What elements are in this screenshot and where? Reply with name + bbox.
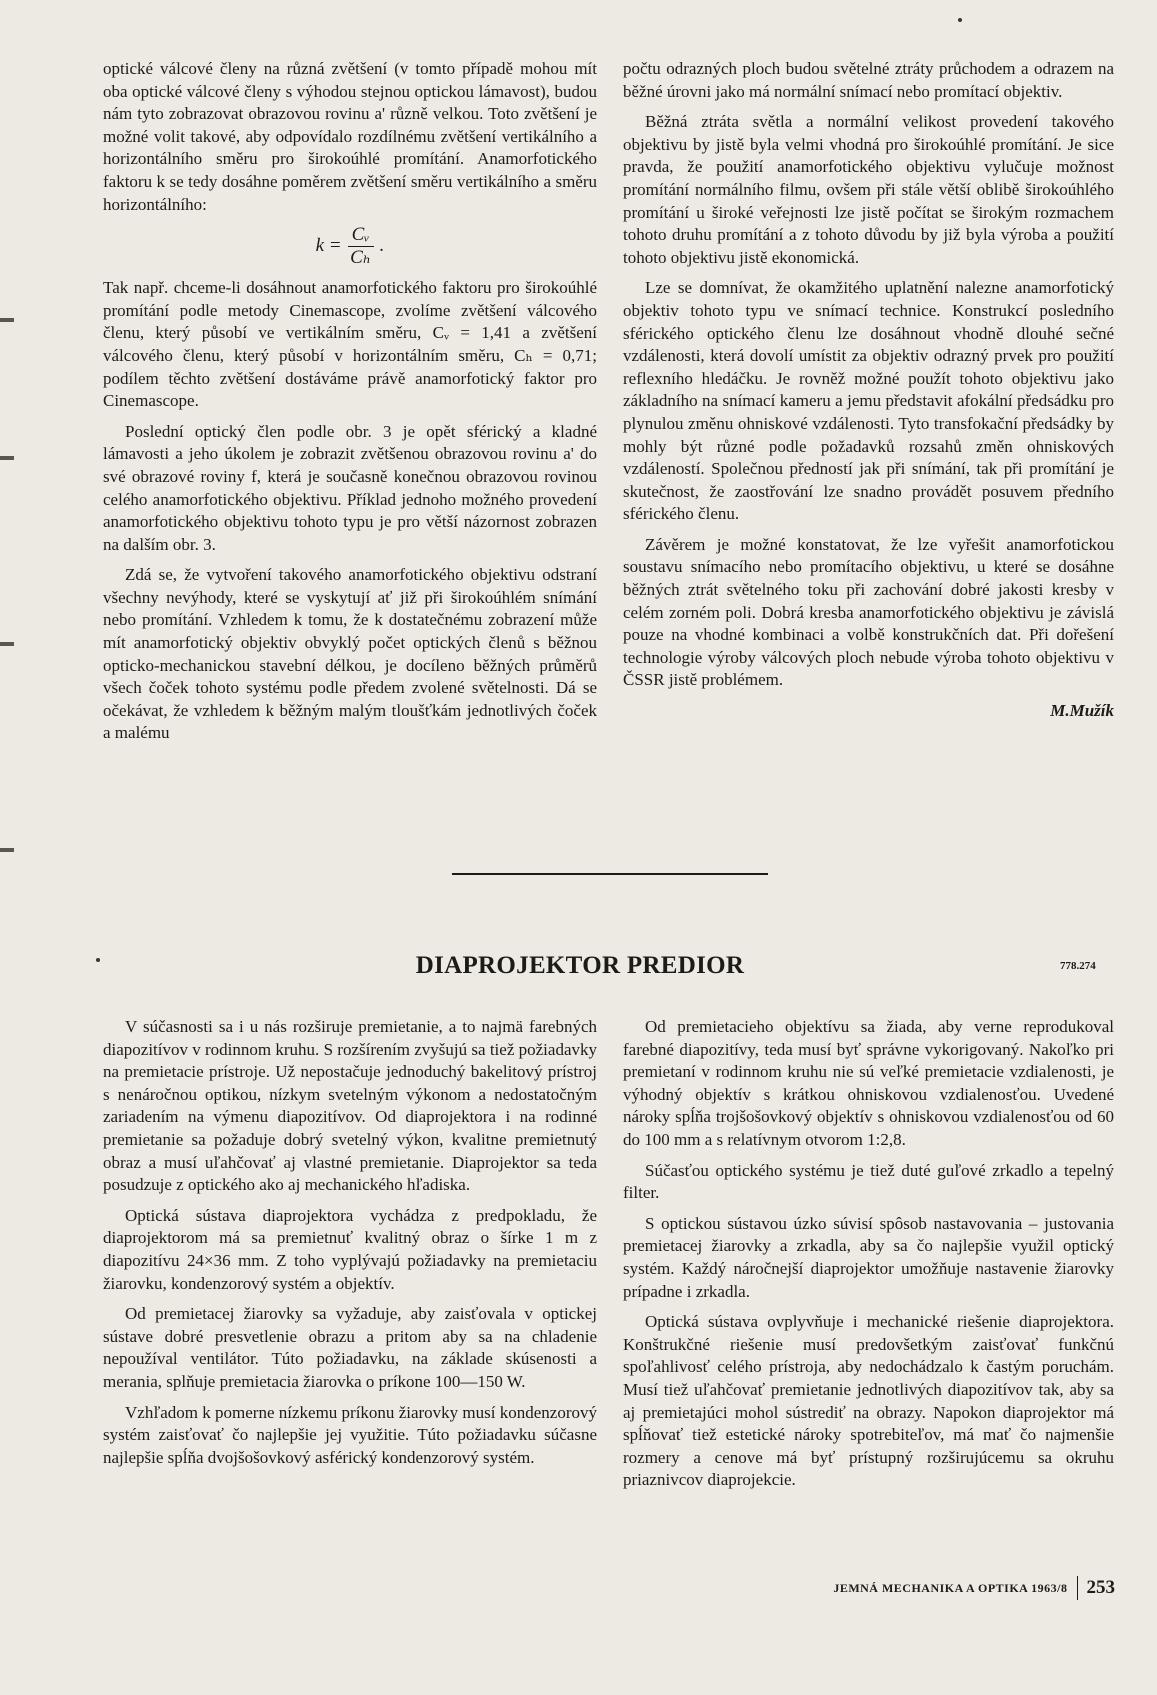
equation-end: .	[379, 235, 385, 257]
paragraph: S optickou sústavou úzko súvisí spôsob nastavovania – justovania premietacej žiarovky a zrkadla, aby sa čo najlepšie využil optický systém. Každý náročnejší diaprojektor umožňuje nastavenie žiarovky prípadne i zrkadla.	[623, 1213, 1114, 1301]
paragraph: počtu odrazných ploch budou světelné ztráty průchodem a odrazem na běžné úrovni jako má normální snímací nebo promítací objektiv.	[623, 59, 1114, 101]
paragraph: Tak např. chceme-li dosáhnout anamorfotického faktoru pro širokoúhlé promítání podle metody Cinemascope, zvolíme zvětšení válcového členu, který působí ve vertikálním směru, Cᵥ = 1,41 a zvětšení válcového členu, který působí v horizontálním směru, Cₕ = 0,71; podílem těchto zvětšení dostáváme právě anamorfotický faktor pro Cinemascope.	[103, 278, 597, 411]
footer-separator	[1077, 1576, 1078, 1600]
paragraph: Poslední optický člen podle obr. 3 je opět sférický a kladné lámavosti a jeho úkolem je zobrazit zvětšenou obrazovou rovinu a' do své obrazové roviny f, která je současně konečnou obrazovou rovinou celého anamorfotického objektivu. Příklad jednoho možného provedení anamorfotického objektivu tohoto typu je pro větší názornost zobrazen na dalším obr. 3.	[103, 421, 597, 554]
page-number: 253	[1086, 1577, 1115, 1598]
classification-code: 778.274	[1060, 960, 1096, 972]
scan-dot	[96, 958, 100, 962]
fraction	[348, 224, 374, 269]
paragraph: Od premietacej žiarovky sa vyžaduje, aby zaisťovala v optickej sústave dobré presvetlenie obrazu a pritom aby sa na chladenie nepoužíval ventilátor. Túto požiadavku, na základe skúsenosti a merania, splňuje premietacia žiarovka o príkone 100—150 W.	[103, 1304, 597, 1391]
paragraph: Lze se domnívat, že okamžitého uplatnění nalezne anamorfotický objektiv tohoto typu ve snímací technice. Konstrukcí posledního sférického optického členu lze dosáhnout vhodně dlouhé sečné vzdálenosti, která dovolí umístit za objektiv odrazný prvek pro použití reflexního hledáčku. Je rovněž možné použít tohoto objektivu jako základního na snímací kameru a jemu představit afokální předsádku pro plynulou změnu ohniskové vzdálenosti. Tyto transfokační předsádky by mohly být různé podle požadavků rozsahů změn ohniskových vzdáleností. Společnou předností jak při snímání, tak při promítání je skutečnost, že zaostřování lze snadno provádět posuvem předního sférického členu.	[623, 278, 1114, 524]
scan-edge-mark	[0, 848, 14, 852]
equation-lhs: k =	[315, 235, 342, 257]
paragraph: Optická sústava diaprojektora vychádza z predpokladu, že diaprojektorom má sa premietnuť kvalitný obraz o šírke 1 m z diapozitívu 24×36 mm. Z toho vyplývajú požiadavky na premietaciu žiarovku, kondenzorový systém a objektív.	[103, 1205, 597, 1293]
scan-edge-mark	[0, 642, 14, 646]
paragraph: Súčasťou optického systému je tiež duté guľové zrkadlo a tepelný filter.	[623, 1160, 1114, 1203]
page-footer	[780, 1576, 1115, 1600]
paragraph: Běžná ztráta světla a normální velikost provedení takového objektivu by jistě byla velmi vhodná pro širokoúhlé promítání. Je sice pravda, že použití anamorfotického objektivu vylučuje možnost promítání normálního filmu, ovšem při stále větší oblibě širokoúhlého promítání u široké veřejnosti lze jistě počítat se širokým rozmachem tohoto druhu promítání a z tohoto důvodu by již byla výroba a použití tohoto objektivu jistě ekonomická.	[623, 112, 1114, 267]
article-title: DIAPROJEKTOR PREDIOR	[415, 952, 745, 979]
paragraph: optické válcové členy na různá zvětšení (v tomto případě mohou mít oba optické válcové členy s výhodou stejnou optickou lámavost), budou nám tyto zobrazovat obrazovou rovinu a' různě velkou. Toto zvětšení je možné volit takové, aby odpovídalo rozdílnému zvětšení vertikálního a horizontálního směru pro širokoúhlé promítání. Anamorfotického faktoru k se tedy dosáhne poměrem zvětšení směru vertikálního a směru horizontálního:	[103, 59, 597, 214]
article1-column-left	[103, 58, 597, 753]
journal-name: JEMNÁ MECHANIKA A OPTIKA 1963/8	[833, 1580, 1068, 1595]
article1-column-right	[623, 58, 1114, 723]
paragraph: Od premietacieho objektívu sa žiada, aby verne reprodukoval farebné diapozitívy, teda musí byť správne vykorigovaný. Nakoľko pri premietaní v rodinnom kruhu nie sú veľké premietacie vzdialenosti, je výhodný objektív s krátkou ohniskovou vzdialenosťou. Uvedené nároky spĺňa trojšošovkový objektív s ohniskovou vzdialenosťou od 60 do 100 mm a s relatívnym otvorom 1:2,8.	[623, 1017, 1114, 1149]
scan-edge-mark	[0, 318, 14, 322]
paragraph: V súčasnosti sa i u nás rozširuje premietanie, a to najmä farebných diapozitívov v rodinnom kruhu. S rozšírením zvyšujú sa tiež požiadavky na premietacie prístroje. Už nepostačuje jednoduchý bakelitový prístroj s nenáročnou optikou, nízkym svetelným výkonom a nedostatočným zariadením na výmenu diapozitívov. Od diaprojektora i na rodinné premietanie sa požaduje dobrý svetelný výkon, kvalitne premietnutý obraz a musí uľahčovať aj vlastné premietanie. Diaprojektor sa teda posudzuje z optického ako aj mechanického hľadiska.	[103, 1017, 597, 1195]
paragraph: Závěrem je možné konstatovat, že lze vyřešit anamorfotickou soustavu snímacího nebo promítacího objektivu, u které se dosáhne běžných ztrát světelného toku při zachování dobré jakosti kresby v celém zorném poli. Dobrá kresba anamorfotického objektivu je závislá pouze na vhodné kombinaci a volbě konstrukčních dat. Při dořešení technologie výroby válcových ploch nebude výroba tohoto objektivu v ČSSR jistě problémem.	[623, 534, 1114, 690]
equation	[103, 224, 597, 269]
scan-edge-mark	[0, 456, 14, 460]
section-divider	[452, 873, 768, 875]
fraction-denominator: Cₕ	[350, 247, 372, 269]
author-signature: M.Mužík	[1050, 701, 1114, 721]
paragraph: Optická sústava ovplyvňuje i mechanické riešenie diaprojektora. Konštrukčné riešenie musí predovšetkým zaisťovať funkčnú spoľahlivosť celého prístroja, aby nedochádzalo k častým poruchám. Musí tiež uľahčovať premietanie jednotlivých diapozitívov tak, aby sa aj premietajúci mohol sústrediť na obrazy. Napokon diaprojektor má spĺňovať tiež estetické nároky spotrebiteľov, má mať čo najmenšie rozmery a cenove má byť prístupný rozširujúcemu sa okruhu priaznivcov diaprojekcie.	[623, 1312, 1114, 1490]
fraction-numerator: Cᵥ	[348, 224, 374, 247]
scan-dot	[958, 18, 962, 22]
article2-column-right	[623, 1016, 1114, 1500]
paragraph: Vzhľadom k pomerne nízkemu príkonu žiarovky musí kondenzorový systém zaisťovať čo najlepšie jej využitie. Túto požiadavku súčasne najlepšie spĺňa dvojšošovkový asférický kondenzorový systém.	[103, 1402, 597, 1467]
article2-column-left	[103, 1016, 597, 1477]
paragraph: Zdá se, že vytvoření takového anamorfotického objektivu odstraní všechny nevýhody, které se vyskytují ať již při širokoúhlém snímání nebo promítání. Vzhledem k tomu, že k dostatečnému zobrazení může mít anamorfotický objektiv obvyklý počet optických členů s běžnou opticko-mechanickou stavební délkou, je docíleno běžných průměrů všech čoček tohoto systému podle předem zvolené světelnosti. Dá se očekávat, že vzhledem k běžným malým tloušťkám jednotlivých čoček a malému	[103, 565, 597, 743]
